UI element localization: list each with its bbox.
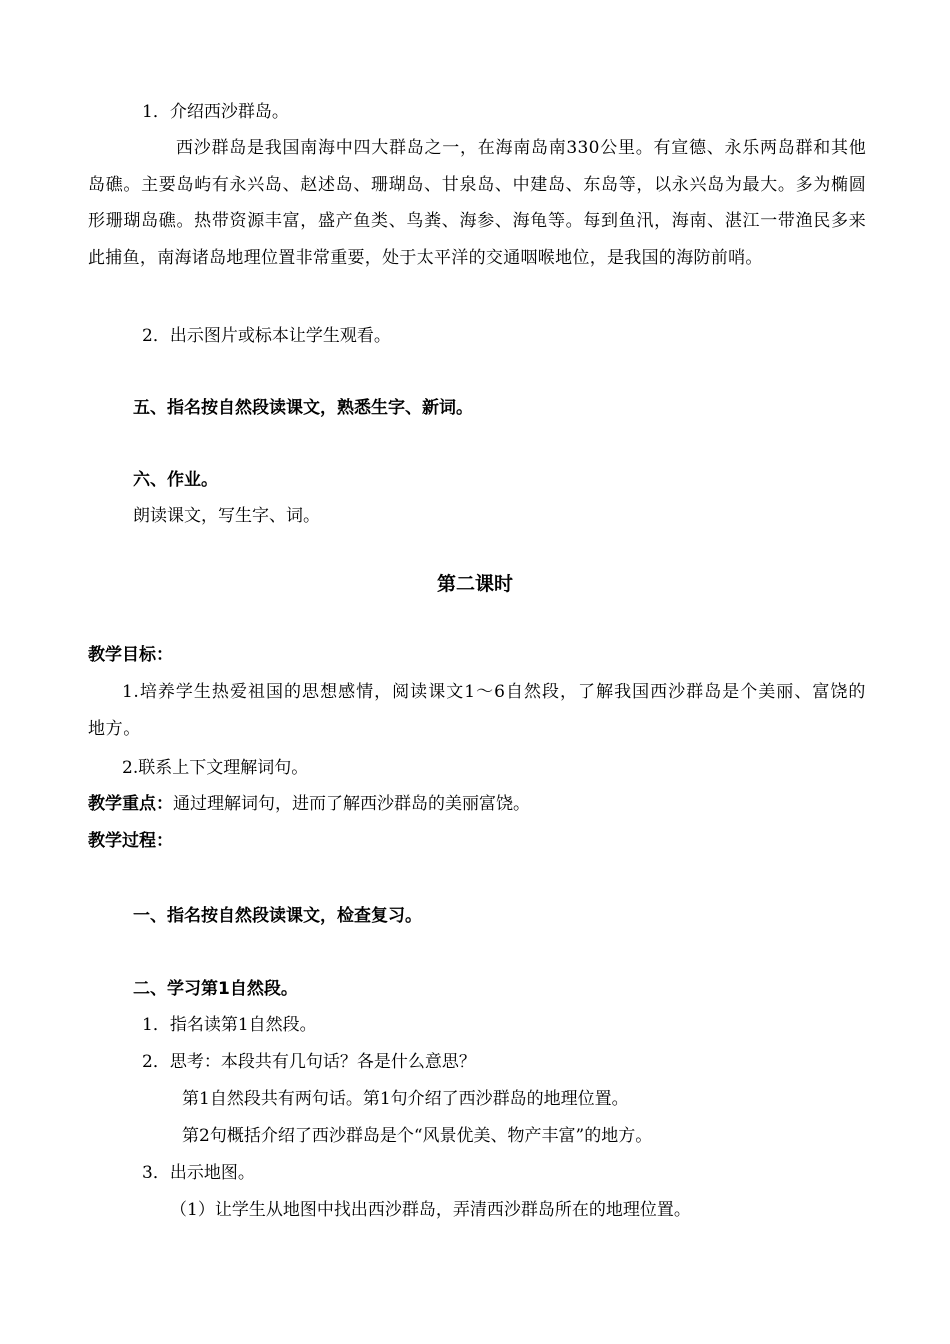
focus-row (88, 791, 530, 817)
focus-label: 教学重点： (88, 794, 173, 814)
list-item: 2．出示图片或标本让学生观看。 (142, 326, 391, 346)
list-item: 1．指名读第1自然段。 (142, 1015, 317, 1035)
list-item: 2．思考：本段共有几句话？各是什么意思？ (142, 1052, 476, 1072)
list-item: 第1自然段共有两句话。第1句介绍了西沙群岛的地理位置。 (182, 1089, 629, 1109)
goal-item: 1.培养学生热爱祖国的思想感情，阅读课文1～6自然段，了解我国西沙群岛是个美丽、富饶的地方。 (88, 682, 866, 739)
section-heading: 一、指名按自然段读课文，检查复习。 (133, 906, 422, 926)
focus-text: 通过理解词句，进而了解西沙群岛的美丽富饶。 (173, 794, 530, 814)
list-item: 第2句概括介绍了西沙群岛是个“风景优美、物产丰富”的地方。 (182, 1126, 653, 1146)
process-label: 教学过程： (88, 831, 173, 851)
page-title: 第二课时 (436, 573, 513, 595)
section-heading: 六、作业。 (133, 470, 218, 490)
section-heading: 二、学习第1自然段。 (133, 979, 298, 999)
section-heading: 五、指名按自然段读课文，熟悉生字、新词。 (133, 398, 473, 418)
list-item: 1．介绍西沙群岛。 (142, 102, 289, 122)
paragraph-xisha-intro: 西沙群岛是我国南海中四大群岛之一，在海南岛南330公里。有宣德、永乐两岛群和其他岛礁。主要岛屿有永兴岛、赵述岛、珊瑚岛、甘泉岛、中建岛、东岛等，以永兴岛为最大。多为椭圆形珊瑚岛礁。热带资源丰富，盛产鱼类、鸟粪、海参、海龟等。每到鱼汛，海南、湛江一带渔民多来此捕鱼，南海诸岛地理位置非常重要，处于太平洋的交通咽喉地位，是我国的海防前哨。 (88, 138, 866, 268)
homework-text: 朗读课文，写生字、词。 (133, 506, 320, 526)
goals-label: 教学目标： (88, 645, 173, 665)
list-item: 3．出示地图。 (142, 1163, 255, 1183)
goal-item: 2.联系上下文理解词句。 (122, 758, 309, 778)
list-item: （1）让学生从地图中找出西沙群岛，弄清西沙群岛所在的地理位置。 (170, 1200, 691, 1220)
